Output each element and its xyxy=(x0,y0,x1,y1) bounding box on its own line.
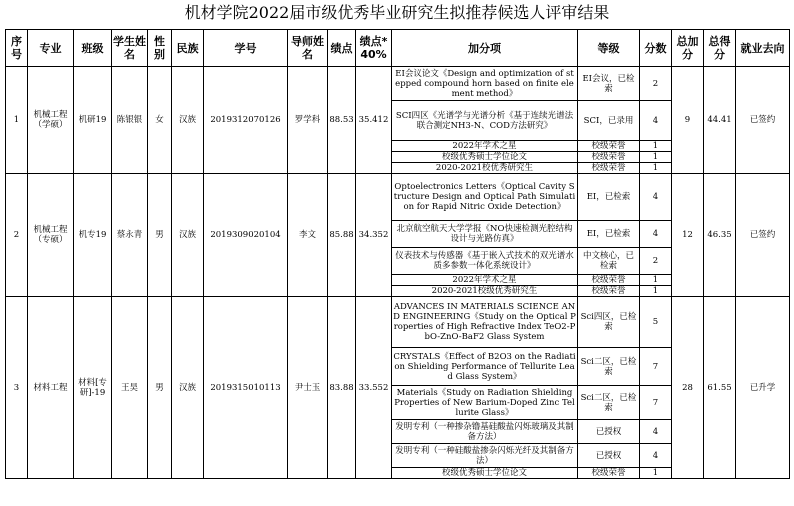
level-cell: 校级荣誉 xyxy=(578,286,640,297)
class-cell: 材料[专研]-19 xyxy=(74,297,112,479)
gpa40-cell: 33.552 xyxy=(356,297,392,479)
student-id-cell: 2019315010113 xyxy=(204,297,288,479)
score-cell: 5 xyxy=(640,297,672,348)
header-cell: 就业去向 xyxy=(736,30,790,67)
header-cell: 总加分 xyxy=(672,30,704,67)
level-cell: 中文核心，已检索 xyxy=(578,248,640,275)
score-cell: 4 xyxy=(640,444,672,468)
ethnicity-cell: 汉族 xyxy=(172,297,204,479)
ethnicity-cell: 汉族 xyxy=(172,174,204,297)
level-cell: 校级荣誉 xyxy=(578,152,640,163)
score-cell: 4 xyxy=(640,101,672,141)
ethnicity-cell: 汉族 xyxy=(172,67,204,174)
destination-cell: 已升学 xyxy=(736,297,790,479)
advisor-cell: 罗学科 xyxy=(288,67,328,174)
bonus-item-cell: 2020-2021校优秀研究生 xyxy=(392,163,578,174)
total-score-cell: 44.41 xyxy=(704,67,736,174)
table-row xyxy=(6,174,790,221)
gender-cell: 女 xyxy=(148,67,172,174)
level-cell: 校级荣誉 xyxy=(578,163,640,174)
bonus-item-cell: EI会议论文《Design and optimization of stepped compound horn based on finite element method》 xyxy=(392,67,578,101)
header-cell: 总得分 xyxy=(704,30,736,67)
level-cell: EI，已检索 xyxy=(578,174,640,221)
level-cell: Sci二区，已检索 xyxy=(578,348,640,386)
student-id-cell: 2019309020104 xyxy=(204,174,288,297)
bonus-item-cell: Materials《Study on Radiation Shielding Properties of New Barium-Doped Zinc Tellurite Glass》 xyxy=(392,386,578,420)
score-cell: 4 xyxy=(640,221,672,248)
total-score-cell: 61.55 xyxy=(704,297,736,479)
gpa40-cell: 35.412 xyxy=(356,67,392,174)
score-cell: 1 xyxy=(640,141,672,152)
seq-cell: 3 xyxy=(6,297,28,479)
gpa-cell: 85.88 xyxy=(328,174,356,297)
header-cell: 序号 xyxy=(6,30,28,67)
level-cell: 已授权 xyxy=(578,420,640,444)
header-cell: 绩点 xyxy=(328,30,356,67)
header-cell: 分数 xyxy=(640,30,672,67)
bonus-item-cell: 仪表技术与传感器《基于嵌入式技术的双光谱水质多参数一体化系统设计》 xyxy=(392,248,578,275)
bonus-item-cell: 发明专利（一种掺杂镥基硅酸盐闪烁玻璃及其制备方法） xyxy=(392,420,578,444)
score-cell: 2 xyxy=(640,67,672,101)
results-table xyxy=(5,29,790,479)
header-cell: 学号 xyxy=(204,30,288,67)
destination-cell: 已签约 xyxy=(736,67,790,174)
level-cell: SCI，已录用 xyxy=(578,101,640,141)
table-row xyxy=(6,67,790,101)
gpa-cell: 83.88 xyxy=(328,297,356,479)
major-cell: 机械工程（学硕） xyxy=(28,67,74,174)
seq-cell: 1 xyxy=(6,67,28,174)
level-cell: 校级荣誉 xyxy=(578,468,640,479)
header-cell: 班级 xyxy=(74,30,112,67)
header-cell: 专业 xyxy=(28,30,74,67)
score-cell: 1 xyxy=(640,152,672,163)
total-bonus-cell: 9 xyxy=(672,67,704,174)
name-cell: 王昊 xyxy=(112,297,148,479)
bonus-item-cell: 校级优秀硕士学位论文 xyxy=(392,152,578,163)
seq-cell: 2 xyxy=(6,174,28,297)
score-cell: 1 xyxy=(640,286,672,297)
level-cell: 校级荣誉 xyxy=(578,141,640,152)
bonus-item-cell: SCI四区《光谱学与光谱分析《基于连续光谱法联合测定NH3-N、COD方法研究》 xyxy=(392,101,578,141)
gender-cell: 男 xyxy=(148,297,172,479)
student-id-cell: 2019312070126 xyxy=(204,67,288,174)
bonus-item-cell: 2022年学术之星 xyxy=(392,141,578,152)
level-cell: EI会议，已检索 xyxy=(578,67,640,101)
page-title: 机材学院2022届市级优秀毕业研究生拟推荐候选人评审结果 xyxy=(184,3,610,22)
bonus-item-cell: ADVANCES IN MATERIALS SCIENCE AND ENGINEERING《Study on the Optical Properties of High Refractive Index TeO2-PbO-ZnO-BaF2 Glass System xyxy=(392,297,578,348)
total-bonus-cell: 12 xyxy=(672,174,704,297)
header-cell: 等级 xyxy=(578,30,640,67)
advisor-cell: 尹士玉 xyxy=(288,297,328,479)
destination-cell: 已签约 xyxy=(736,174,790,297)
level-cell: Sci二区，已检索 xyxy=(578,386,640,420)
score-cell: 4 xyxy=(640,420,672,444)
bonus-item-cell: 发明专利（一种硅酸盐掺杂闪烁光纤及其制备方法） xyxy=(392,444,578,468)
header-cell: 加分项 xyxy=(392,30,578,67)
header-cell: 性别 xyxy=(148,30,172,67)
level-cell: 校级荣誉 xyxy=(578,275,640,286)
bonus-item-cell: 北京航空航天大学学报《NO快速检测光腔结构设计与光路仿真》 xyxy=(392,221,578,248)
name-cell: 蔡永青 xyxy=(112,174,148,297)
header-row xyxy=(6,30,790,67)
level-cell: Sci四区，已检索 xyxy=(578,297,640,348)
advisor-cell: 李文 xyxy=(288,174,328,297)
bonus-item-cell: Optoelectronics Letters《Optical Cavity Structure Design and Optical Path Simulation for Rapid Nitric Oxide Detection》 xyxy=(392,174,578,221)
score-cell: 4 xyxy=(640,174,672,221)
level-cell: 已授权 xyxy=(578,444,640,468)
major-cell: 材料工程 xyxy=(28,297,74,479)
bonus-item-cell: 2022年学术之星 xyxy=(392,275,578,286)
header-cell: 民族 xyxy=(172,30,204,67)
header-cell: 导师姓名 xyxy=(288,30,328,67)
score-cell: 1 xyxy=(640,275,672,286)
score-cell: 1 xyxy=(640,163,672,174)
total-score-cell: 46.35 xyxy=(704,174,736,297)
gpa-cell: 88.53 xyxy=(328,67,356,174)
class-cell: 机研19 xyxy=(74,67,112,174)
class-cell: 机专19 xyxy=(74,174,112,297)
bonus-item-cell: 校级优秀硕士学位论文 xyxy=(392,468,578,479)
bonus-item-cell: 2020-2021校级优秀研究生 xyxy=(392,286,578,297)
score-cell: 1 xyxy=(640,468,672,479)
table-row xyxy=(6,297,790,348)
total-bonus-cell: 28 xyxy=(672,297,704,479)
header-cell: 学生姓名 xyxy=(112,30,148,67)
score-cell: 2 xyxy=(640,248,672,275)
header-cell: 绩点*40% xyxy=(356,30,392,67)
major-cell: 机械工程（专硕） xyxy=(28,174,74,297)
score-cell: 7 xyxy=(640,348,672,386)
gender-cell: 男 xyxy=(148,174,172,297)
level-cell: EI，已检索 xyxy=(578,221,640,248)
bonus-item-cell: CRYSTALS《Effect of B2O3 on the Radiation Shielding Performance of Tellurite Lead Glass System》 xyxy=(392,348,578,386)
gpa40-cell: 34.352 xyxy=(356,174,392,297)
name-cell: 陈银银 xyxy=(112,67,148,174)
score-cell: 7 xyxy=(640,386,672,420)
